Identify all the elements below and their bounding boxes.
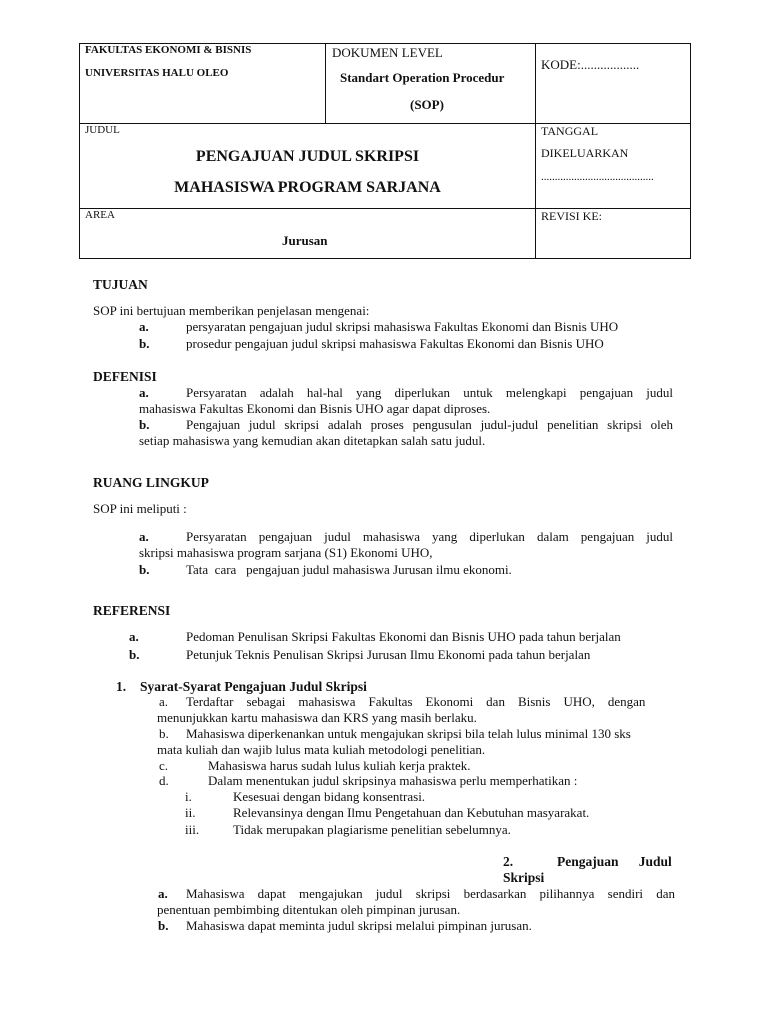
title-line-2: MAHASISWA PROGRAM SARJANA (174, 179, 441, 196)
list-marker: b. (139, 562, 150, 577)
doc-level-label: DOKUMEN LEVEL (332, 45, 443, 60)
section-1-title: Syarat-Syarat Pengajuan Judul Skripsi (140, 679, 367, 694)
section-2-number: 2. (503, 854, 514, 869)
doc-level-value: Standart Operation Procedur (340, 70, 505, 85)
title-line-1: PENGAJUAN JUDUL SKRIPSI (195, 148, 420, 165)
tanggal-label: TANGGAL (541, 124, 599, 138)
list-item-continuation: menunjukkan kartu mahasiswa dan KRS yang masih berlaku. (157, 710, 477, 725)
ruang-lingkup-intro: SOP ini meliputi : (93, 501, 187, 516)
tujuan-heading: TUJUAN (93, 277, 148, 292)
header-divider (325, 44, 326, 123)
header-table (79, 43, 691, 259)
header-divider (535, 44, 536, 258)
tujuan-intro: SOP ini bertujuan memberikan penjelasan mengenai: (93, 303, 370, 318)
list-item: prosedur pengajuan judul skripsi mahasiswa Fakultas Ekonomi dan Bisnis UHO (186, 336, 604, 351)
faculty-name: FAKULTAS EKONOMI & BISNIS (85, 44, 252, 56)
list-item-continuation: penentuan pembimbing ditentukan oleh pimpinan jurusan. (157, 902, 461, 917)
section-2-title: Pengajuan Judul (557, 854, 672, 869)
revisi-label: REVISI KE: (541, 209, 602, 223)
list-item: Persyaratan adalah hal-hal yang diperlukan untuk melengkapi pengajuan judul (186, 385, 673, 400)
list-item: Mahasiswa dapat meminta judul skripsi melalui pimpinan jurusan. (186, 918, 532, 933)
list-marker: a. (139, 319, 149, 334)
list-item: Mahasiswa dapat mengajukan judul skripsi berdasarkan pilihannya sendiri dan (186, 886, 675, 901)
list-marker: a. (129, 629, 139, 644)
list-item: Dalam menentukan judul skripsinya mahasiswa perlu memperhatikan : (208, 773, 578, 788)
kode-label: KODE:.................. (541, 57, 640, 72)
sublist-marker: i. (185, 789, 192, 804)
list-item-continuation: mata kuliah dan wajib lulus mata kuliah metodologi penelitian. (157, 742, 486, 757)
list-item: Petunjuk Teknis Penulisan Skripsi Jurusan Ilmu Ekonomi pada tahun berjalan (186, 647, 591, 662)
dikeluarkan-dots: ......................................... (541, 171, 654, 183)
list-marker: b. (158, 918, 169, 933)
list-item: Terdaftar sebagai mahasiswa Fakultas Ekonomi dan Bisnis UHO, dengan (186, 694, 646, 709)
area-label: AREA (85, 209, 115, 221)
sublist-item: Kesesuai dengan bidang konsentrasi. (233, 789, 426, 804)
list-marker: a. (139, 529, 149, 544)
list-item-continuation: mahasiswa Fakultas Ekonomi dan Bisnis UHO agar dapat diproses. (139, 401, 491, 416)
sublist-item: Relevansinya dengan Ilmu Pengetahuan dan Kebutuhan masyarakat. (233, 805, 590, 820)
header-divider (80, 123, 690, 124)
list-item: Mahasiswa harus sudah lulus kuliah kerja praktek. (208, 758, 471, 773)
list-item-continuation: skripsi mahasiswa program sarjana (S1) Ekonomi UHO, (139, 545, 433, 560)
list-marker: d. (159, 773, 169, 788)
judul-label: JUDUL (85, 124, 120, 136)
list-marker: c. (159, 758, 169, 773)
section-2-title-continuation: Skripsi (503, 870, 545, 885)
list-marker: b. (129, 647, 140, 662)
section-1-number: 1. (116, 679, 127, 694)
list-marker: b. (159, 726, 169, 741)
list-item: Pedoman Penulisan Skripsi Fakultas Ekonomi dan Bisnis UHO pada tahun berjalan (186, 629, 621, 644)
university-name: UNIVERSITAS HALU OLEO (85, 67, 229, 79)
list-marker: a. (158, 886, 168, 901)
list-marker: b. (139, 417, 150, 432)
list-item-continuation: setiap mahasiswa yang kemudian akan ditetapkan salah satu judul. (139, 433, 486, 448)
list-marker: b. (139, 336, 150, 351)
defenisi-heading: DEFENISI (93, 369, 157, 384)
list-item: Persyaratan pengajuan judul mahasiswa yang diperlukan dalam pengajuan judul (186, 529, 673, 544)
referensi-heading: REFERENSI (93, 603, 171, 618)
list-item: persyaratan pengajuan judul skripsi mahasiswa Fakultas Ekonomi dan Bisnis UHO (186, 319, 619, 334)
sublist-marker: ii. (185, 805, 196, 820)
list-item: Pengajuan judul skripsi adalah proses pengusulan judul-judul penelitian skripsi oleh (186, 417, 673, 432)
sublist-item: Tidak merupakan plagiarisme penelitian sebelumnya. (233, 822, 511, 837)
area-value: Jurusan (282, 233, 328, 248)
ruang-lingkup-heading: RUANG LINGKUP (93, 475, 209, 490)
list-item: Mahasiswa diperkenankan untuk mengajukan skripsi bila telah lulus minimal 130 sks (186, 726, 631, 741)
list-marker: a. (139, 385, 149, 400)
sublist-marker: iii. (185, 822, 200, 837)
doc-level-abbr: (SOP) (410, 97, 444, 112)
list-marker: a. (159, 694, 169, 709)
dikeluarkan-label: DIKELUARKAN (541, 146, 629, 160)
list-item: Tata cara pengajuan judul mahasiswa Jurusan ilmu ekonomi. (186, 562, 512, 577)
